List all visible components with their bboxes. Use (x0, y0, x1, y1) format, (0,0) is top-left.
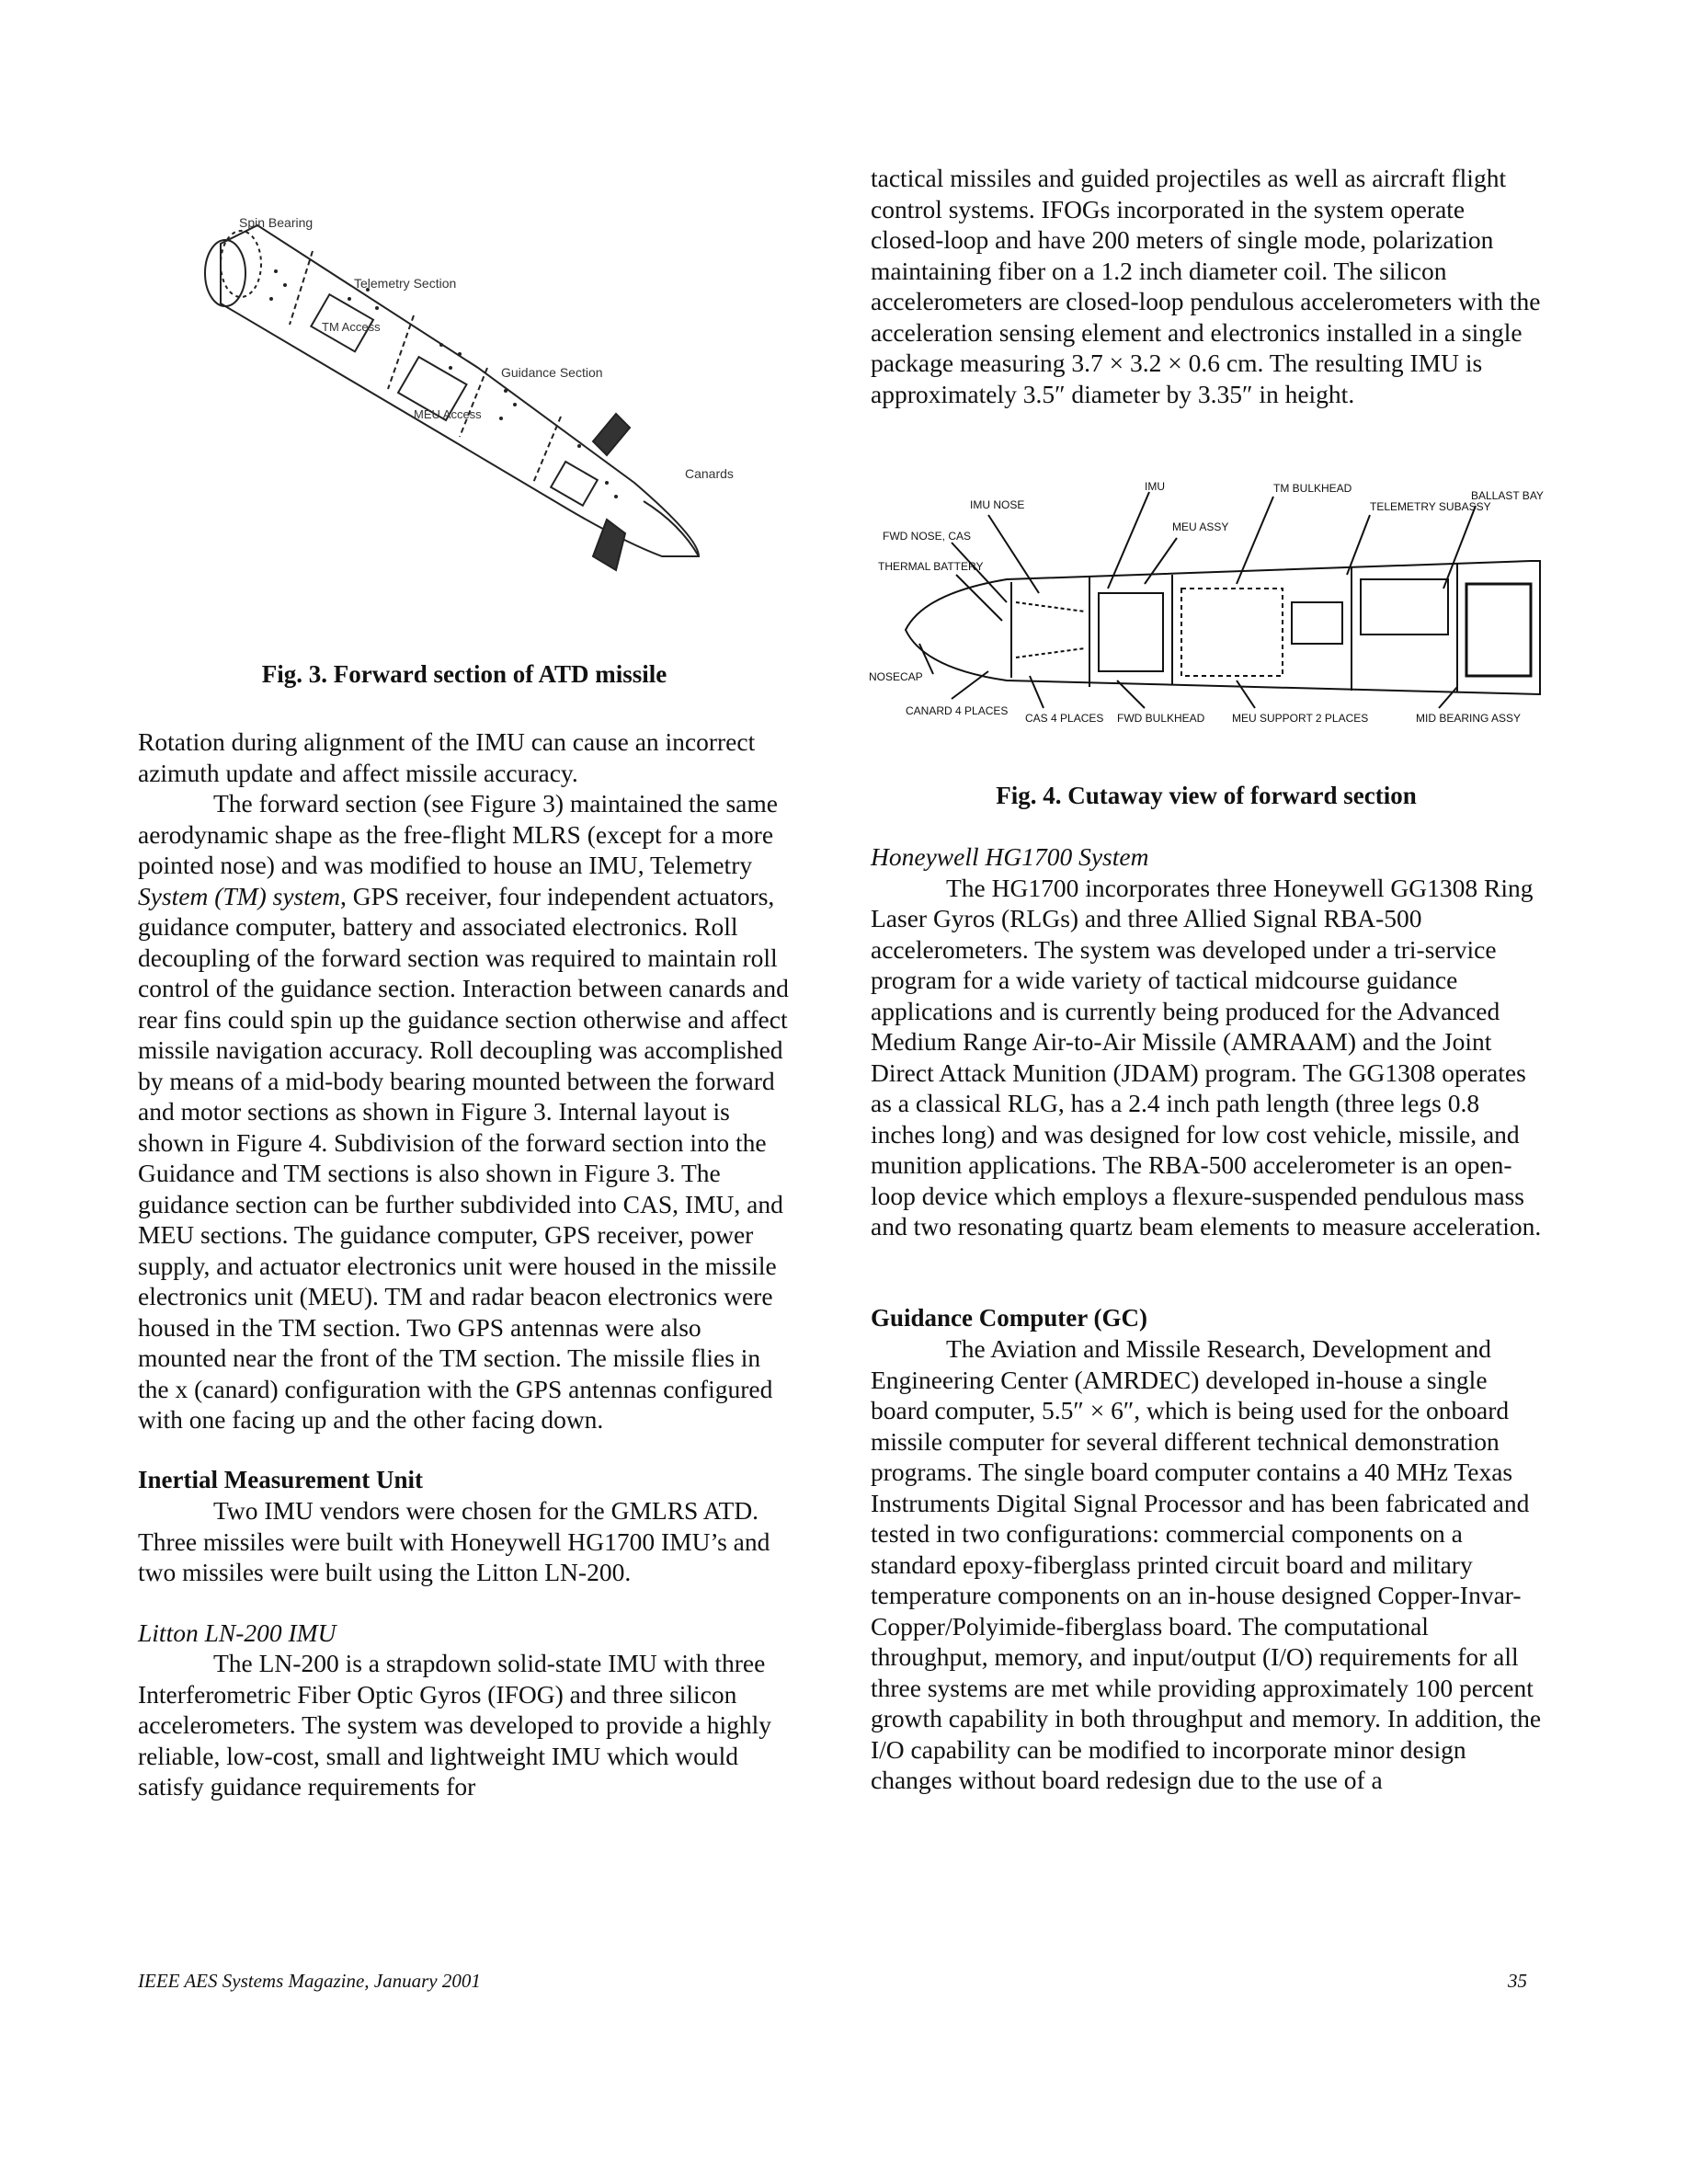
figure-4-caption: Fig. 4. Cutaway view of forward section (996, 782, 1417, 809)
footer-journal: IEEE AES Systems Magazine, January 2001 (138, 1970, 481, 1992)
left-para-2-a: The forward section (see Figure 3) maintained the same aerodynamic shape as the free-flight MLRS (except for a more pointed nose) and was modified to house an IMU, Telemetry (138, 789, 778, 879)
label-canard: CANARD 4 PLACES (906, 704, 1009, 717)
label-imu-nose: IMU NOSE (970, 498, 1025, 511)
figure-3 (184, 207, 772, 575)
label-meu-access: MEU Access (414, 407, 482, 421)
right-column-top (871, 163, 1542, 409)
label-telemetry-subassy: TELEMETRY SUBASSY (1370, 500, 1491, 513)
label-meu-assy: MEU ASSY (1172, 520, 1229, 533)
figure-3-drawing (184, 207, 772, 575)
label-meu-support: MEU SUPPORT 2 PLACES (1232, 712, 1369, 725)
right-para-2: The HG1700 incorporates three Honeywell GG1308 Ring Laser Gyros (RLGs) and three Allied Signal RBA-500 accelerometers. The system was developed under a tri-service program for a wide variety of tactical midcourse guidance applications and is currently being produced for the Advanced Medium Range Air-to-Air Missile (AMRAAM) and the Joint Direct Attack Munition (JDAM) program. The GG1308 operates as a classical RLG, has a 2.4 inch path length (three legs 0.8 inches long) and was designed for low cost vehicle, missile, and munition applications. The RBA-500 accelerometer is an open-loop device which employs a flexure-suspended pendulous mass and two resonating quartz beam elements to measure acceleration. (871, 873, 1542, 1241)
figure-4-drawing (869, 474, 1554, 754)
label-imu: IMU (1145, 480, 1165, 493)
heading-inertial-measurement-unit: Inertial Measurement Unit (138, 1465, 423, 1493)
left-column (138, 726, 791, 1802)
left-para-2-b: , GPS receiver, four independent actuators, guidance computer, battery and associated electronics. Roll decoupling of the forward section was required to maintain roll control of the guidance section. Interaction between canards and rear fins could spin up the guidance section otherwise and affect missile navigation accuracy. Roll decoupling was accomplished by means of a mid-body bearing mounted between the forward and motor sections as shown in Figure 3. Internal layout is shown in Figure 4. Subdivision of the forward section into the Guidance and TM sections is also shown in Figure 3. The guidance section can be further subdivided into CAS, IMU, and MEU sections. The guidance computer, GPS receiver, power supply, and actuator electronics unit were housed in the missile electronics unit (MEU). TM and radar beacon electronics were housed in the TM section. Two GPS antennas were also mounted near the front of the TM section. The missile flies in the x (canard) configuration with the GPS antennas configured with one facing up and the other facing down. (138, 881, 789, 1434)
label-fwd-bulkhead: FWD BULKHEAD (1117, 712, 1205, 725)
label-nosecap: NOSECAP (869, 670, 923, 683)
right-para-3: The Aviation and Missile Research, Development and Engineering Center (AMRDEC) developed in-house a single board computer, 5.5″ × 6″, which is being used for the onboard missile computer for several different technical demonstration programs. The single board computer contains a 40 MHz Texas Instruments Digital Signal Processor and has been fabricated and tested in two configurations: commercial components on a standard epoxy-fiberglass printed circuit board and military temperature components on an in-house designed Copper-Invar-Copper/Polyimide-fiberglass board. The computational throughput, memory, and input/output (I/O) requirements for all three systems are met while providing approximately 100 percent growth capability in both throughput and memory. In addition, the I/O capability can be modified to incorporate minor design changes without board redesign due to the use of a (871, 1334, 1542, 1794)
page-number: 35 (1508, 1970, 1527, 1992)
label-cas: CAS 4 PLACES (1025, 712, 1104, 725)
right-para-1: tactical missiles and guided projectiles as well as aircraft flight control systems. IFOGs incorporated in the system operate closed-loop and have 200 meters of single mode, polarization maintaining fiber on a 1.2 inch diameter coil. The silicon accelerometers are closed-loop pendulous accelerometers with the acceleration sensing element and electronics installed in a single package measuring 3.7 × 3.2 × 0.6 cm. The resulting IMU is approximately 3.5″ diameter by 3.35″ in height. (871, 164, 1541, 408)
label-tm-access: TM Access (322, 320, 381, 334)
heading-guidance-computer: Guidance Computer (GC) (871, 1303, 1147, 1332)
heading-honeywell-hg1700: Honeywell HG1700 System (871, 842, 1149, 871)
label-mid-bearing-assy: MID BEARING ASSY (1416, 712, 1522, 725)
label-ballast-bay: BALLAST BAY (1471, 489, 1544, 502)
label-fwd-nose-cas: FWD NOSE, CAS (883, 530, 972, 543)
left-para-4: The LN-200 is a strapdown solid-state IMU with three Interferometric Fiber Optic Gyros (IFOG) and three silicon accelerometers. The system was developed to provide a highly reliable, low-cost, small and lightweight IMU which would satisfy guidance requirements for (138, 1649, 772, 1801)
left-para-3: Two IMU vendors were chosen for the GMLRS ATD. Three missiles were built with Honeywell HG1700 IMU’s and two missiles were built using the Litton LN-200. (138, 1496, 770, 1586)
label-spin-bearing: Spin Bearing (239, 215, 314, 230)
left-para-2 (138, 788, 791, 1435)
label-tm-bulkhead: TM BULKHEAD (1273, 482, 1352, 495)
left-para-1: Rotation during alignment of the IMU can cause an incorrect azimuth update and affect missile accuracy. (138, 727, 756, 787)
label-guidance-section: Guidance Section (501, 365, 603, 380)
label-telemetry-section: Telemetry Section (354, 276, 457, 291)
left-para-2-italic: System (TM) system (138, 881, 340, 910)
heading-litton-ln200: Litton LN-200 IMU (138, 1618, 336, 1647)
label-canards: Canards (685, 466, 734, 481)
figure-4 (869, 474, 1554, 754)
figure-3-caption: Fig. 3. Forward section of ATD missile (261, 660, 667, 688)
right-column (871, 841, 1542, 1796)
label-thermal-battery: THERMAL BATTERY (878, 560, 984, 573)
